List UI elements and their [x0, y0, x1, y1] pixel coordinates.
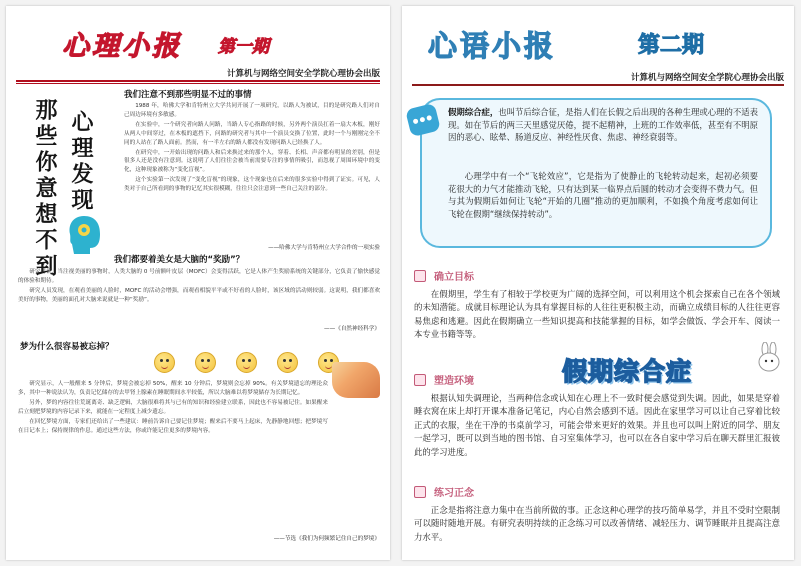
- paragraph: 研究显示，人一般醒来 5 分钟后，梦境会被忘掉 50%，醒来 10 分钟后，梦境则会忘掉 90%。有关梦境遗忘的理论众多，其中一种说法认为，负责记忆储存的去甲肾上腺素在睡眠期间水平较低，所以大脑难以将梦境储存为长期记忆。: [18, 381, 328, 396]
- article-source: ——节选《我们为何频繁记住自己的梦境》: [273, 536, 380, 542]
- left-publisher-line: 计算机与网络空间安全学院心理协会出版: [226, 69, 380, 79]
- paragraph: 研究者说，当注视美丽的事物时，人类大脑的 0 号前额叶皮层（MOFC）会变得活跃，它是人体产生奖励系统的关键部分，它负责了愉快感觉的体验和期待。: [18, 269, 380, 284]
- article-body: [18, 268, 380, 322]
- paragraph: 在研究中，一开始出现的问路人和后来换过来的那个人，穿着、长相、声音都有明显的差别，但是很多人还是没有注意到。这说明了人们往往会被当前需要专注的事情所吸引，而忽视了周围环境中的变化，这种现象被称为“变化盲视”。: [124, 149, 380, 174]
- pencil-icon: [414, 374, 426, 386]
- article-source: ——《自然神经科学》: [324, 326, 380, 332]
- brain-head-icon: [66, 214, 102, 256]
- right-issue-label: 第二期: [638, 33, 705, 58]
- paragraph: 正念是指将注意力集中在当前所做的事。正念这种心理学的技巧简单易学，并且不受时空限制可以随时随地开展。有研究表明持续的正念练习可以改善情绪、减轻压力、调节睡眠并且提高注意力水平。: [414, 505, 780, 542]
- emoji-row: [154, 352, 339, 373]
- bunny-icon: [756, 342, 782, 372]
- pencil-icon: [414, 486, 426, 498]
- divider: [16, 80, 380, 82]
- smiley-face-icon: [236, 352, 257, 373]
- article-heading: 我们注意不到那些明显不过的事情: [124, 90, 252, 100]
- smiley-face-icon: [277, 352, 298, 373]
- divider: [412, 84, 784, 86]
- divider: [16, 83, 380, 84]
- autumn-leaf-image: [332, 362, 380, 398]
- paragraph: 根据认知失调理论，当两种信念或认知在心理上不一致时便会感觉到失调。因此，如果是穿着睡衣窝在床上却打开课本准备记笔记，内心自然会感到不适。因此在家里学习可以让自己穿着比较正式的衣服，坐在干净的书桌前学习，可能会带来更好的效果。并且也可以叫上附近的同学、朋友一起学习，既可以到当地的图书馆、自习室集体学习，也可以在各自家中学习后在聊天群里汇报彼此的学习进度。: [414, 393, 780, 457]
- section-heading-goal: [414, 268, 474, 283]
- left-newsletter-title: 心理小报: [62, 31, 182, 62]
- paragraph: 这个实验第一次发现了“变化盲视”的现象，这个现象也在后来的很多实验中得到了证实。可见，人类对于自己所看到的事物的记忆其实很模糊，往往只会注意到一些自己关注的部分。: [124, 177, 380, 193]
- left-newsletter-page: [6, 6, 390, 560]
- section-heading-label: 确立目标: [434, 272, 474, 283]
- paragraph: 研究人员发现，在观看美丽的人脸时，MOFC 的活动会增强，而观看相貌平平或不好看的人脸时，该区域的活动则较弱。这说明，我们都喜欢美好的事物，美丽的面孔对大脑来说就是一种“奖励”。: [18, 287, 380, 303]
- box-lead: 假期综合症，: [448, 107, 499, 117]
- smiley-face-icon: [154, 352, 175, 373]
- right-newsletter-title: 心语小报: [428, 29, 557, 63]
- section-heading-label: 塑造环境: [434, 376, 474, 387]
- paragraph: 在回忆梦境方面，专家们还给出了一些建议：睡前告诉自己要记住梦境；醒来后不要马上起床，先静静地回想；把梦境写在日记本上；保持规律的作息。通过这些方法，你或许能记住更多的梦境内容。: [18, 418, 328, 434]
- pencil-icon: [414, 270, 426, 282]
- box-paragraph-1: [448, 106, 758, 144]
- vertical-title: 心理发现: [68, 110, 94, 214]
- goal-text: [414, 288, 780, 342]
- smiley-face-icon: [195, 352, 216, 373]
- section-heading-environment: [414, 372, 474, 387]
- paragraph: 另外，梦的内容往往荒诞离奇、缺乏逻辑，大脑很难将其与已有的知识和经验建立联系，因此也不容易被记住。如果醒来后立刻把梦境的内容记录下来，就能在一定程度上减少遗忘。: [18, 399, 328, 415]
- paragraph: 在实验中，一个研究者向路人问路，当路人专心指路的时候，另外两个演员扛着一扇大木板，刚好从两人中间穿过，在木板的遮挡下，问路的研究者与其中一个演员交换了位置，此时一个与刚刚完全不同的人站在了路人面前。然而，有一半左右的路人都没有发现问路人已经换了人。: [124, 121, 380, 146]
- section-heading-label: 练习正念: [434, 488, 474, 499]
- box-text: 也叫节后综合征，是指人们在长假之后出现的各种生理或心理的不适表现。如在节后的两三天里感觉厌倦，提不起精神，上班的工作效率低，甚至有不明原因的恶心、眩晕、肠道反应、神经性厌食、焦虑、神经衰弱等。: [448, 107, 759, 143]
- holiday-syndrome-banner: 假期综合症: [562, 357, 693, 386]
- section-heading-mindfulness: [414, 484, 474, 499]
- right-publisher-line: 计算机与网络空间安全学院心理协会出版: [630, 73, 784, 83]
- vertical-title: 那些你意想不到: [32, 98, 58, 280]
- article-source: ——哈佛大学与肯特州立大学合作的一项实验: [268, 245, 380, 251]
- article-body: [124, 102, 380, 240]
- article-body: [18, 380, 328, 526]
- article-heading: 梦为什么很容易被忘掉？: [20, 342, 114, 352]
- mindfulness-text: [414, 504, 780, 544]
- article-heading: 我们都要着美女是大脑的“奖励”？: [114, 255, 245, 265]
- paragraph: 1988 年，哈佛大学和肯特州立大学共同开展了一项研究，以路人为被试，目的是研究路人们对自己周边环境有多敏感。: [124, 103, 380, 118]
- right-newsletter-page: [402, 6, 794, 560]
- left-issue-label: 第一期: [218, 37, 269, 57]
- box-paragraph-2: 心理学中有一个“飞轮效应”，它是指为了使静止的飞轮转动起来，起初必须要花很大的力气才能推动飞轮，只有达到某一临界点后圆的转动才会变得不费力气。但与其为假期后如何让飞轮“开始的几圈”推动的更加顺利，不如换个角度考虑如何让飞轮在假期“继续保持转动”。: [448, 171, 758, 219]
- paragraph: 在假期里，学生有了相较于学校更为广阔的选择空间，可以利用这个机会探索自己在各个领域的未知潜能。成就目标理论认为具有掌握目标的人往往更积极主动，而确立成绩目标的人往往更容易焦虑和逃避。因此在假期确立一些知识提高和技能掌握的目标，如学会做饭、学会开车、阅读一本专业书籍等等。: [414, 289, 780, 340]
- environment-text: [414, 392, 780, 459]
